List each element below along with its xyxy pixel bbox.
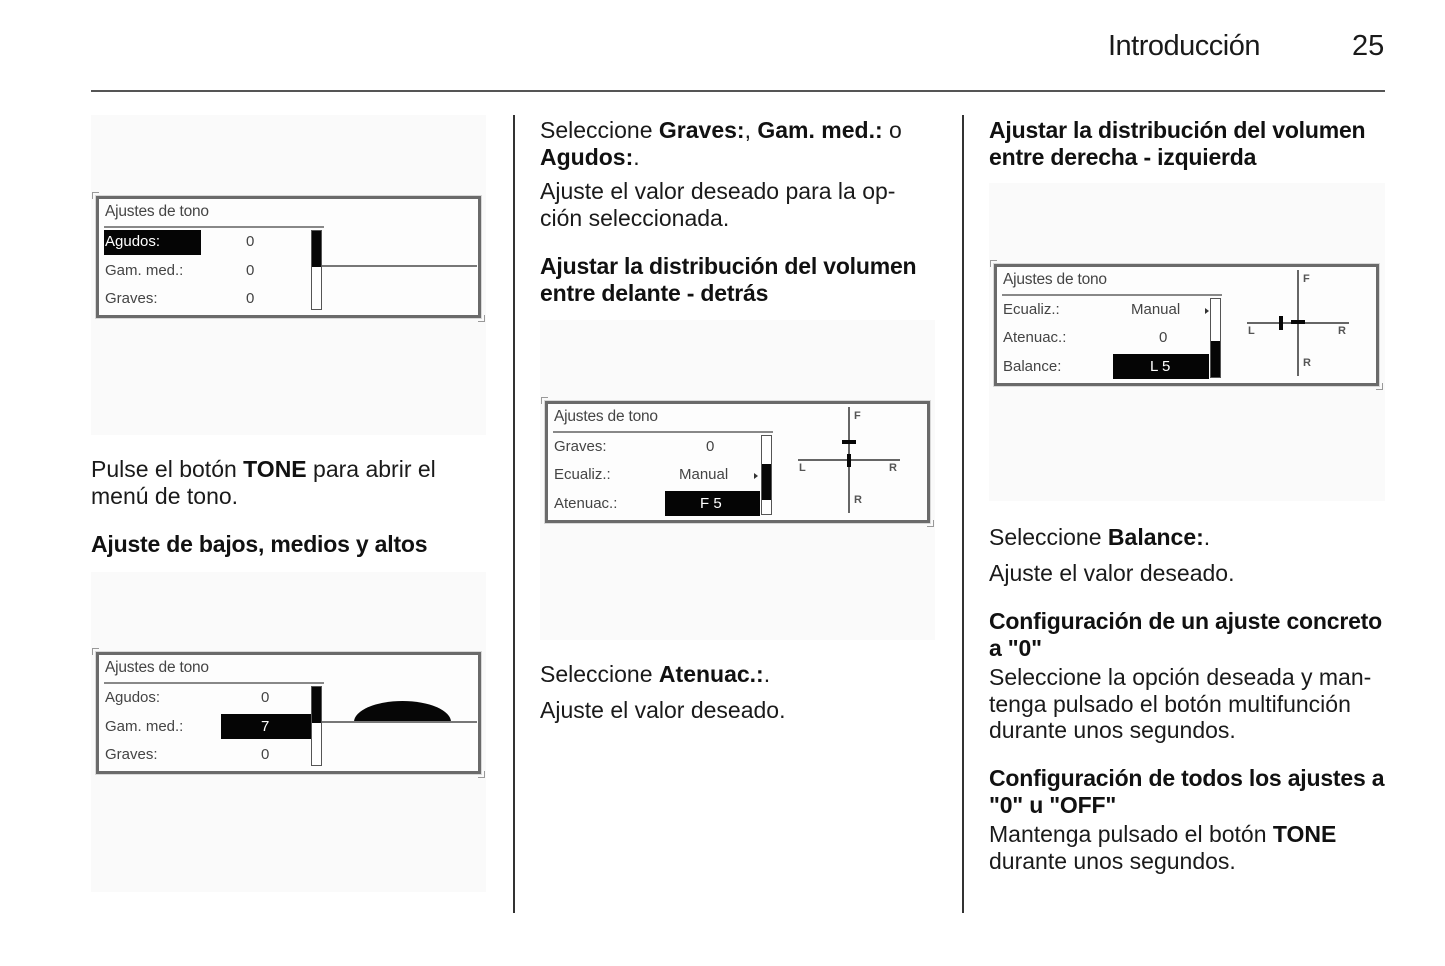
menu-row[interactable] (553, 435, 763, 459)
tone-screen (96, 652, 481, 774)
row-value: 0 (246, 262, 255, 279)
row-value: 7 (261, 718, 270, 735)
row-label: Agudos: (105, 689, 161, 706)
row-label: Atenuac.: (1003, 329, 1067, 346)
paragraph: Pulse el botón TONE para abrir el menú de tono. (91, 456, 436, 509)
axis-label-right: R (1338, 325, 1346, 337)
paragraph: Ajuste el valor deseado. (540, 697, 786, 723)
scrollbar[interactable] (311, 686, 322, 766)
paragraph: Seleccione la opción deseada y man- tenga pulsado el botón multifunción durante unos segundos. (989, 664, 1372, 743)
screen-title: Ajustes de tono (1003, 271, 1107, 288)
screen-title-rule (104, 682, 324, 684)
paragraph: Seleccione Atenuac.:. (540, 661, 771, 687)
menu-row[interactable] (104, 715, 314, 739)
menu-row[interactable] (104, 287, 314, 311)
menu-row[interactable] (104, 230, 314, 254)
balance-marker (1279, 316, 1283, 330)
paragraph: Seleccione Balance:. (989, 524, 1211, 550)
paragraph: Mantenga pulsado el botón TONE durante unos segundos. (989, 821, 1337, 874)
row-label: Graves: (105, 290, 158, 307)
row-label: Ecualiz.: (554, 466, 611, 483)
paragraph: Seleccione Graves:, Gam. med.: o Agudos:. (540, 117, 902, 170)
menu-row[interactable] (553, 463, 763, 487)
paragraph: Ajuste el valor deseado para la op- ción seleccionada. (540, 178, 896, 231)
menu-row[interactable] (1002, 355, 1212, 379)
figure-tone-menu (91, 115, 486, 435)
section-heading: Ajustar la distribución del volumen entre derecha - izquierda (989, 117, 1366, 170)
row-value: Manual (1131, 301, 1181, 318)
row-value: 0 (246, 233, 255, 250)
scroll-thumb[interactable] (762, 464, 771, 500)
row-value: F 5 (700, 495, 722, 512)
menu-row[interactable] (104, 743, 314, 767)
submenu-arrow-icon (754, 473, 758, 479)
row-value: 0 (1159, 329, 1168, 346)
menu-row[interactable] (1002, 298, 1212, 322)
section-heading: Ajustar la distribución del volumen entre delante - detrás (540, 253, 917, 306)
equalizer-curve (354, 701, 451, 722)
row-label: Agudos: (105, 233, 161, 250)
screen-title: Ajustes de tono (105, 659, 209, 676)
axis-label-left: L (799, 462, 806, 474)
scroll-thumb[interactable] (312, 687, 321, 723)
row-label: Gam. med.: (105, 718, 184, 735)
fader-marker (842, 440, 856, 444)
row-value: 0 (261, 689, 270, 706)
tone-screen (994, 264, 1379, 386)
section-heading: Ajuste de bajos, medios y altos (91, 531, 428, 557)
axis-label-front: F (854, 410, 861, 422)
row-value: 0 (706, 438, 715, 455)
section-title: Introducción (1108, 30, 1260, 62)
figure-mid-adjust (91, 572, 486, 892)
menu-row[interactable] (553, 492, 763, 516)
row-label: Graves: (554, 438, 607, 455)
screen-title-rule (1002, 294, 1222, 296)
axis-label-rear: R (1303, 357, 1311, 369)
row-value: 0 (246, 290, 255, 307)
screen-title-rule (104, 226, 324, 228)
row-label: Ecualiz.: (1003, 301, 1060, 318)
axis-label-left: L (1248, 325, 1255, 337)
row-value: 0 (261, 746, 270, 763)
row-value: L 5 (1150, 358, 1171, 375)
menu-row[interactable] (1002, 326, 1212, 350)
screen-title-rule (553, 431, 773, 433)
column-separator (962, 115, 964, 913)
row-label: Gam. med.: (105, 262, 184, 279)
equalizer-baseline (322, 721, 477, 723)
figure-fader (540, 320, 935, 640)
header-rule (91, 90, 1385, 92)
figure-balance (989, 183, 1385, 501)
section-heading: Configuración de un ajuste concreto a "0" (989, 608, 1382, 661)
menu-row[interactable] (104, 686, 314, 710)
screen-title: Ajustes de tono (105, 203, 209, 220)
row-label: Atenuac.: (554, 495, 618, 512)
section-heading: Configuración de todos los ajustes a "0" u "OFF" (989, 765, 1385, 818)
balance-marker (847, 454, 851, 467)
screen-title: Ajustes de tono (554, 408, 658, 425)
tone-screen (96, 196, 481, 318)
scrollbar[interactable] (311, 230, 322, 310)
column-separator (513, 115, 515, 913)
row-label: Graves: (105, 746, 158, 763)
scrollbar[interactable] (761, 435, 772, 515)
page-number: 25 (1352, 30, 1385, 62)
axis-label-rear: R (854, 494, 862, 506)
axis-label-right: R (889, 462, 897, 474)
scrollbar[interactable] (1210, 298, 1221, 378)
menu-row[interactable] (104, 259, 314, 283)
fader-marker (1291, 320, 1305, 324)
scroll-thumb[interactable] (1211, 341, 1220, 377)
tone-screen (545, 401, 930, 523)
submenu-arrow-icon (1205, 308, 1209, 314)
paragraph: Ajuste el valor deseado. (989, 560, 1235, 586)
row-label: Balance: (1003, 358, 1062, 375)
axis-label-front: F (1303, 273, 1310, 285)
row-value: Manual (679, 466, 729, 483)
scroll-thumb[interactable] (312, 231, 321, 267)
equalizer-baseline (322, 265, 477, 267)
